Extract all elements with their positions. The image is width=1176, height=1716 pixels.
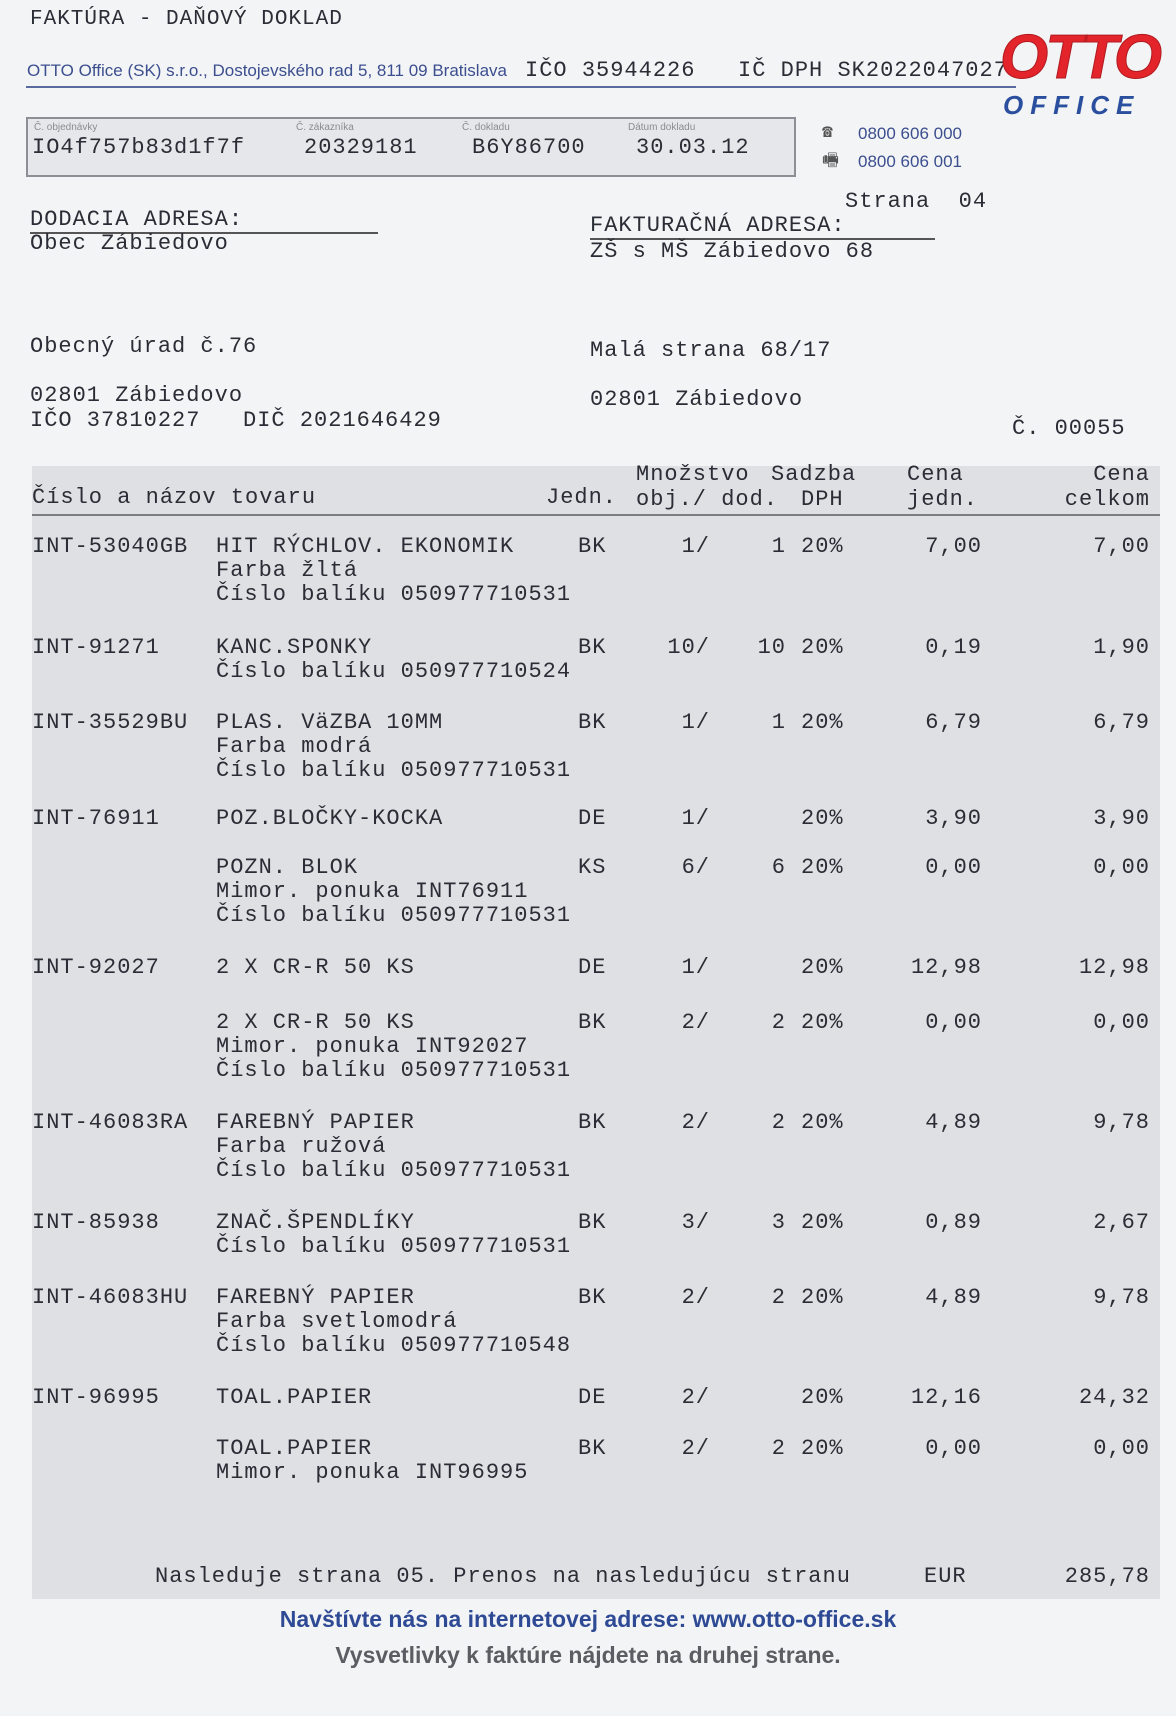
col-vat-header-top: Sadzba — [771, 462, 857, 487]
item-qty-ordered: 2/ — [681, 1110, 710, 1135]
item-detail: Farba modrá — [216, 734, 373, 759]
website-notice: Navštívte nás na internetovej adrese: www.otto-office.sk — [279, 1606, 897, 1632]
item-unit-price: 0,00 — [925, 1010, 982, 1035]
otto-logo: OTTO — [1000, 23, 1160, 92]
item-code: INT-96995 — [32, 1385, 160, 1410]
col-vat-header: DPH — [801, 487, 844, 512]
document-title: FAKTÚRA - DAŇOVÝ DOKLAD — [30, 8, 343, 31]
item-unit: DE — [578, 806, 607, 831]
icdph-label: IČ DPH — [738, 58, 824, 83]
phone-number: 0800 606 000 — [858, 124, 962, 143]
item-qty-delivered: 2 — [771, 1436, 786, 1461]
explanation-notice: Vysvetlivky k faktúre nájdete na druhej strane. — [335, 1642, 841, 1668]
item-name: FAREBNÝ PAPIER — [216, 1110, 415, 1135]
item-code: INT-35529BU — [32, 710, 189, 735]
item-total: 0,00 — [1093, 1436, 1150, 1461]
item-unit: BK — [578, 534, 607, 559]
item-name: POZ.BLOČKY-KOCKA — [216, 806, 444, 831]
item-unit-price: 12,98 — [910, 955, 982, 980]
item-detail: Číslo balíku 050977710531 — [216, 758, 572, 783]
page-number — [845, 189, 987, 214]
header-divider — [26, 86, 1016, 88]
item-unit-price: 0,00 — [925, 855, 982, 880]
order-label: Č. objednávky — [34, 122, 98, 133]
item-total: 7,00 — [1093, 534, 1150, 559]
item-qty-delivered: 3 — [771, 1210, 786, 1235]
item-unit-price: 6,79 — [925, 710, 982, 735]
item-detail: Číslo balíku 050977710524 — [216, 659, 572, 684]
item-name: POZN. BLOK — [216, 855, 359, 880]
col-price-header-top: Cena — [907, 462, 964, 487]
item-detail: Číslo balíku 050977710548 — [216, 1333, 572, 1358]
item-unit-price: 12,16 — [910, 1385, 982, 1410]
item-code: INT-91271 — [32, 635, 160, 660]
date-label: Dátum dokladu — [628, 122, 696, 133]
col-total-header-top: Cena — [1093, 462, 1150, 487]
item-name: TOAL.PAPIER — [216, 1385, 373, 1410]
icdph-value: SK2022047027 — [837, 58, 1008, 83]
table-header-divider — [32, 514, 1160, 516]
item-unit: KS — [578, 855, 607, 880]
item-detail: Mimor. ponuka INT76911 — [216, 879, 529, 904]
item-qty-ordered: 1/ — [681, 806, 710, 831]
item-detail: Číslo balíku 050977710531 — [216, 903, 572, 928]
item-qty-delivered: 2 — [771, 1285, 786, 1310]
delivery-line1: Obec Zábiedovo — [30, 231, 229, 256]
item-vat: 20% — [801, 1210, 844, 1235]
item-name: HIT RÝCHLOV. EKONOMIK — [216, 534, 515, 559]
item-vat: 20% — [801, 855, 844, 880]
item-total: 12,98 — [1078, 955, 1150, 980]
billing-line3: 02801 Zábiedovo — [590, 387, 804, 412]
item-detail: Číslo balíku 050977710531 — [216, 1234, 572, 1259]
item-total: 3,90 — [1093, 806, 1150, 831]
office-logo: OFFICE — [1003, 90, 1141, 120]
item-vat: 20% — [801, 710, 844, 735]
item-total: 6,79 — [1093, 710, 1150, 735]
item-qty-ordered: 1/ — [681, 710, 710, 735]
item-detail: Mimor. ponuka INT96995 — [216, 1460, 529, 1485]
item-total: 0,00 — [1093, 855, 1150, 880]
carry-over-text: Nasleduje strana 05. Prenos na nasledujúcu stranu — [155, 1564, 851, 1589]
item-name: ZNAČ.ŠPENDLÍKY — [216, 1210, 415, 1235]
fax-number: 0800 606 001 — [858, 152, 962, 171]
customer-value: 20329181 — [304, 135, 418, 160]
item-detail: Mimor. ponuka INT92027 — [216, 1034, 529, 1059]
ico-value: 35944226 — [581, 58, 696, 83]
item-detail: Číslo balíku 050977710531 — [216, 582, 572, 607]
col-name-header: Číslo a názov tovaru — [32, 485, 317, 510]
item-unit: BK — [578, 1210, 607, 1235]
item-qty-ordered: 2/ — [681, 1010, 710, 1035]
item-name: 2 X CR-R 50 KS — [216, 955, 415, 980]
carry-over-amount: 285,78 — [1064, 1564, 1150, 1589]
customer-label: Č. zákazníka — [296, 122, 354, 133]
item-unit: BK — [578, 710, 607, 735]
item-code: INT-46083RA — [32, 1110, 189, 1135]
item-detail: Farba ružová — [216, 1134, 387, 1159]
item-name: KANC.SPONKY — [216, 635, 373, 660]
item-unit-price: 4,89 — [925, 1285, 982, 1310]
date-value: 30.03.12 — [636, 135, 750, 160]
item-qty-ordered: 2/ — [681, 1285, 710, 1310]
item-qty-delivered: 1 — [771, 710, 786, 735]
phone-icon: ☎ — [822, 123, 833, 143]
item-name: TOAL.PAPIER — [216, 1436, 373, 1461]
page-label: Strana — [845, 189, 931, 214]
item-unit: BK — [578, 1110, 607, 1135]
item-qty-delivered: 2 — [771, 1010, 786, 1035]
item-total: 9,78 — [1093, 1285, 1150, 1310]
item-total: 1,90 — [1093, 635, 1150, 660]
delivery-ids: IČO 37810227 DIČ 2021646429 — [30, 408, 442, 433]
col-price-header: jedn. — [907, 487, 979, 512]
item-qty-ordered: 2/ — [681, 1436, 710, 1461]
item-detail: Číslo balíku 050977710531 — [216, 1158, 572, 1183]
item-qty-ordered: 3/ — [681, 1210, 710, 1235]
delivery-line3: 02801 Zábiedovo — [30, 383, 244, 408]
billing-line2: Malá strana 68/17 — [590, 338, 832, 363]
item-unit: BK — [578, 1285, 607, 1310]
item-vat: 20% — [801, 1110, 844, 1135]
item-vat: 20% — [801, 534, 844, 559]
item-code: INT-53040GB — [32, 534, 189, 559]
item-total: 0,00 — [1093, 1010, 1150, 1035]
item-vat: 20% — [801, 1385, 844, 1410]
item-vat: 20% — [801, 1436, 844, 1461]
item-name: 2 X CR-R 50 KS — [216, 1010, 415, 1035]
item-name: FAREBNÝ PAPIER — [216, 1285, 415, 1310]
item-name: PLAS. VäZBA 10MM — [216, 710, 444, 735]
item-unit-price: 0,19 — [925, 635, 982, 660]
doc-value: B6Y86700 — [472, 135, 586, 160]
item-qty-delivered: 1 — [771, 534, 786, 559]
item-qty-ordered: 1/ — [681, 955, 710, 980]
item-code: INT-92027 — [32, 955, 160, 980]
tax-ids — [525, 58, 1008, 83]
item-unit-price: 7,00 — [925, 534, 982, 559]
item-unit: BK — [578, 635, 607, 660]
item-qty-ordered: 10/ — [667, 635, 710, 660]
item-unit-price: 0,00 — [925, 1436, 982, 1461]
fax-icon: 🖷 — [822, 152, 839, 172]
reference-box — [26, 117, 796, 177]
item-qty-delivered: 2 — [771, 1110, 786, 1135]
item-unit: DE — [578, 955, 607, 980]
item-code: INT-85938 — [32, 1210, 160, 1235]
item-unit: BK — [578, 1010, 607, 1035]
item-unit-price: 0,89 — [925, 1210, 982, 1235]
item-unit-price: 4,89 — [925, 1110, 982, 1135]
item-qty-ordered: 6/ — [681, 855, 710, 880]
item-unit-price: 3,90 — [925, 806, 982, 831]
item-vat: 20% — [801, 635, 844, 660]
item-qty-delivered: 10 — [757, 635, 786, 660]
delivery-heading-text: DODACIA ADRESA: — [30, 207, 378, 234]
item-total: 24,32 — [1078, 1385, 1150, 1410]
reference-number: Č. 00055 — [1012, 416, 1126, 441]
ico-label: IČO — [525, 58, 568, 83]
item-total: 9,78 — [1093, 1110, 1150, 1135]
item-total: 2,67 — [1093, 1210, 1150, 1235]
delivery-line2: Obecný úrad č.76 — [30, 334, 258, 359]
item-qty-ordered: 2/ — [681, 1385, 710, 1410]
item-unit: BK — [578, 1436, 607, 1461]
item-vat: 20% — [801, 955, 844, 980]
billing-heading-text: FAKTURAČNÁ ADRESA: — [590, 213, 935, 240]
order-value: IO4f757b83d1f7f — [32, 135, 246, 160]
item-vat: 20% — [801, 806, 844, 831]
item-detail: Farba žltá — [216, 558, 359, 583]
company-address: OTTO Office (SK) s.r.o., Dostojevského rad 5, 811 09 Bratislava — [27, 61, 507, 80]
col-total-header: celkom — [1064, 487, 1150, 512]
item-code: INT-46083HU — [32, 1285, 189, 1310]
item-detail: Číslo balíku 050977710531 — [216, 1058, 572, 1083]
item-qty-ordered: 1/ — [681, 534, 710, 559]
item-vat: 20% — [801, 1010, 844, 1035]
delivery-heading — [30, 207, 378, 234]
item-detail: Farba svetlomodrá — [216, 1309, 458, 1334]
col-unit-header: Jedn. — [546, 485, 618, 510]
page-value: 04 — [958, 189, 988, 214]
doc-label: Č. dokladu — [462, 122, 510, 133]
item-vat: 20% — [801, 1285, 844, 1310]
billing-heading — [590, 213, 935, 240]
billing-line1: ZŠ s MŠ Zábiedovo 68 — [590, 239, 875, 264]
col-qty-header-top: Množstvo — [636, 462, 750, 487]
carry-over-currency: EUR — [924, 1564, 967, 1589]
col-qty-header: obj./ dod. — [636, 487, 779, 512]
item-code: INT-76911 — [32, 806, 160, 831]
item-qty-delivered: 6 — [771, 855, 786, 880]
item-unit: DE — [578, 1385, 607, 1410]
